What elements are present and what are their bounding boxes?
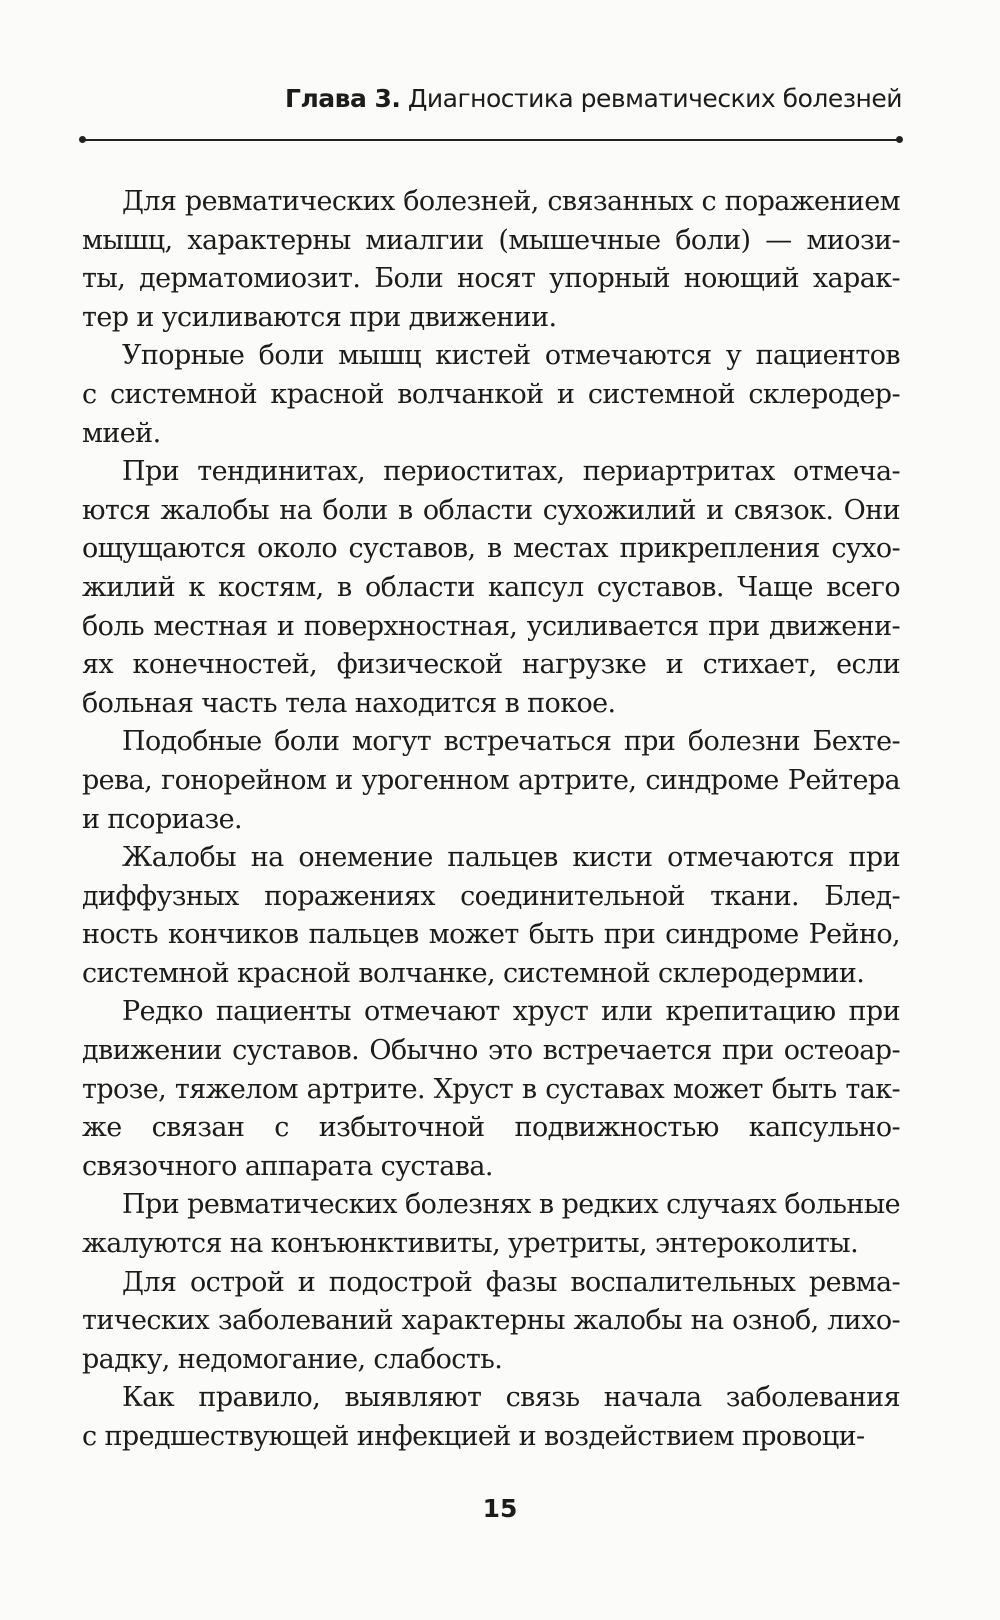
text-line: системной красной волчанке, системной склеродермии.: [82, 957, 865, 989]
paragraph: [82, 993, 900, 1186]
text-line: и псориазе.: [82, 803, 243, 835]
paragraph: [82, 337, 900, 453]
page-number: 15: [482, 1494, 518, 1523]
chapter-label: Глава 3.: [285, 84, 401, 113]
text-line: с предшествующей инфекцией и воздействием провоци-: [82, 1421, 865, 1452]
rule-dot-left: [79, 136, 86, 143]
text-line: радку, недомогание, слабость.: [82, 1343, 503, 1375]
text-line: связочного аппарата сустава.: [82, 1150, 493, 1182]
text-line: Жалобы на онемение пальцев кисти отмечаются при: [122, 842, 900, 874]
paragraph: [82, 1186, 900, 1263]
text-line: рева, гонорейном и урогенном артрите, синдроме Рейтера: [82, 764, 900, 796]
text-line: тер и усиливаются при движении.: [82, 301, 557, 333]
text-line: Редко пациенты отмечают хруст или крепитацию при: [122, 996, 900, 1028]
paragraph: [82, 453, 900, 723]
text-line: При тендинитах, периоститах, периартритах отмеча-: [122, 456, 900, 488]
text-line: трозе, тяжелом артрите. Хруст в суставах может быть так-: [82, 1073, 900, 1105]
text-line: Упорные боли мышц кистей отмечаются у пациентов: [122, 340, 900, 372]
text-line: тических заболеваний характерны жалобы на озноб, лихо-: [82, 1305, 900, 1337]
text-line: ты, дерматомиозит. Боли носят упорный ноющий харак-: [82, 263, 900, 295]
paragraph: [82, 839, 900, 993]
text-line: боль местная и поверхностная, усиливается при движени-: [82, 610, 900, 642]
text-line: ность кончиков пальцев может быть при синдроме Рейно,: [82, 919, 900, 951]
paragraph: [82, 723, 900, 839]
chapter-title: Диагностика ревматических болезней: [407, 84, 902, 113]
paragraph: [82, 1264, 900, 1380]
body-text: [82, 183, 900, 1457]
running-header: [80, 84, 902, 113]
text-line: Как правило, выявляют связь начала заболевания: [122, 1382, 900, 1414]
text-line: жилий к костям, в области капсул суставов. Чаще всего: [82, 571, 900, 603]
text-line: мышц, характерны миалгии (мышечные боли) — миози-: [82, 224, 900, 256]
text-line: движении суставов. Обычно это встречается при остеоар-: [82, 1035, 900, 1067]
text-line: Для ревматических болезней, связанных с поражением: [122, 186, 900, 217]
paragraph: [82, 183, 900, 337]
text-line: Подобные боли могут встречаться при болезни Бехте-: [122, 726, 900, 758]
text-line: жалуются на конъюнктивиты, уретриты, энтероколиты.: [82, 1228, 859, 1260]
text-line: ются жалобы на боли в области сухожилий и связок. Они: [82, 494, 900, 526]
paragraph: [82, 1379, 900, 1456]
text-line: больная часть тела находится в покое.: [82, 687, 616, 719]
text-line: При ревматических болезнях в редких случаях больные: [122, 1189, 900, 1221]
text-line: мией.: [82, 417, 161, 449]
text-line: ях конечностей, физической нагрузке и стихает, если: [82, 649, 900, 681]
text-line: диффузных поражениях соединительной ткани. Блед-: [82, 880, 900, 912]
text-line: Для острой и подострой фазы воспалительных ревма-: [122, 1266, 900, 1298]
header-rule: [82, 139, 900, 141]
text-line: ощущаются около суставов, в местах прикрепления сухо-: [82, 533, 900, 565]
text-line: же связан с избыточной подвижностью капсульно-: [82, 1112, 900, 1144]
text-line: с системной красной волчанкой и системной склеродер-: [82, 378, 900, 410]
rule-dot-right: [896, 136, 903, 143]
